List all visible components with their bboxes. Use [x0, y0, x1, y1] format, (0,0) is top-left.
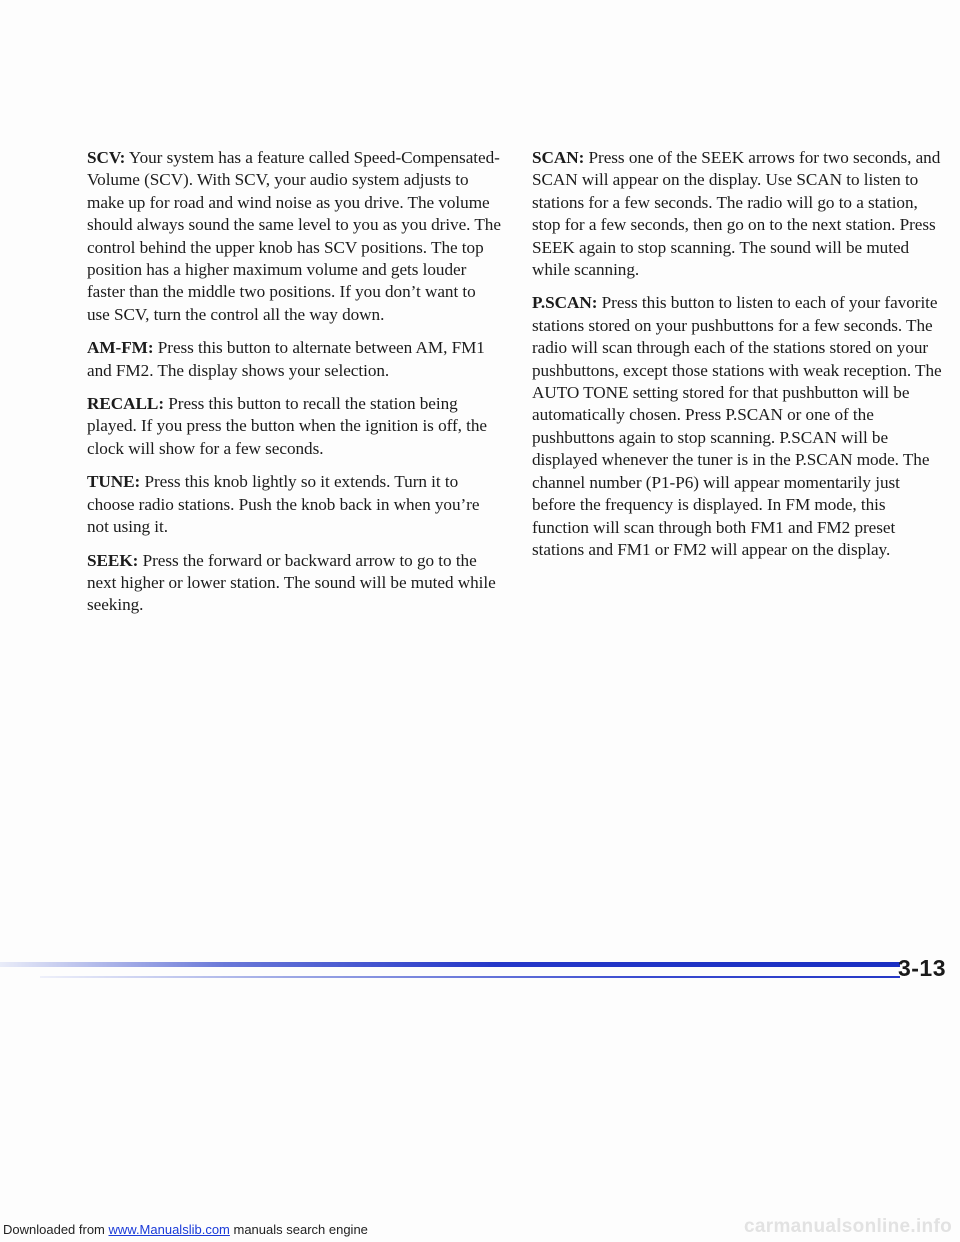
entry-text: Press this button to alternate between AM, FM1 and FM2. The display shows your selection. — [87, 338, 485, 380]
manualslib-link[interactable]: www.Manualslib.com — [108, 1222, 230, 1237]
entry-tune — [87, 471, 502, 538]
entry-term: TUNE: — [87, 472, 141, 492]
entry-scan — [532, 147, 944, 281]
entry-text: Press the forward or backward arrow to go to the next higher or lower station. The sound will be muted while seeking. — [87, 550, 496, 615]
entry-term: RECALL: — [87, 394, 165, 414]
page-rule-thin — [40, 976, 900, 978]
entry-term: SCAN: — [532, 148, 585, 167]
left-column — [87, 147, 502, 628]
watermark-text: carmanualsonline.info — [744, 1216, 952, 1237]
entry-p-scan — [532, 292, 944, 561]
entry-text: Press this button to listen to each of your favorite stations stored on your pushbuttons for a few seconds. The radio will scan through each of the stations stored on your pushbuttons, except those stations with weak reception. The AUTO TONE setting stored for that pushbutton will be automatically chosen. Press P.SCAN or one of the pushbuttons again to stop scanning. P.SCAN will be displayed whenever the tuner is in the P.SCAN mode. The channel number (P1-P6) will appear momentarily just before the frequency is displayed. In FM mode, this function will scan through both FM1 and FM2 preset stations and FM1 or FM2 will appear on the display. — [532, 293, 942, 559]
entry-term: SEEK: — [87, 550, 139, 570]
entry-text: Press this knob lightly so it extends. Turn it to choose radio stations. Push the knob back in when you’re not using it. — [87, 472, 480, 537]
page-number: 3-13 — [897, 955, 946, 981]
entry-scv — [87, 147, 502, 326]
entry-seek — [87, 550, 502, 617]
entry-text: Press one of the SEEK arrows for two seconds, and SCAN will appear on the display. Use SCAN to listen to stations for a few seconds. The radio will go to a station, stop for a few seconds, then go on to the next station. Press SEEK again to stop scanning. The sound will be muted while scanning. — [532, 148, 941, 280]
entry-text: Your system has a feature called Speed-Compensated-Volume (SCV). With SCV, your audio system adjusts to make up for road and wind noise as you drive. The volume should always sound the same level to you as you drive. The control behind the upper knob has SCV positions. The top position has a higher maximum volume and gets louder faster than the middle two positions. If you don’t want to use SCV, turn the control all the way down. — [87, 148, 501, 324]
footer-prefix: Downloaded from — [3, 1222, 109, 1237]
download-footer — [3, 1222, 368, 1237]
footer-suffix: manuals search engine — [229, 1222, 368, 1237]
entry-term: AM-FM: — [87, 338, 154, 358]
page-rule-thick — [0, 962, 900, 967]
entry-recall — [87, 393, 502, 460]
entry-text: Press this button to recall the station being played. If you press the button when the ignition is off, the clock will show for a few seconds. — [87, 394, 487, 458]
entry-am-fm — [87, 337, 502, 382]
right-column — [532, 147, 944, 572]
entry-term: P.SCAN: — [532, 293, 598, 313]
entry-term: SCV: — [87, 148, 126, 167]
